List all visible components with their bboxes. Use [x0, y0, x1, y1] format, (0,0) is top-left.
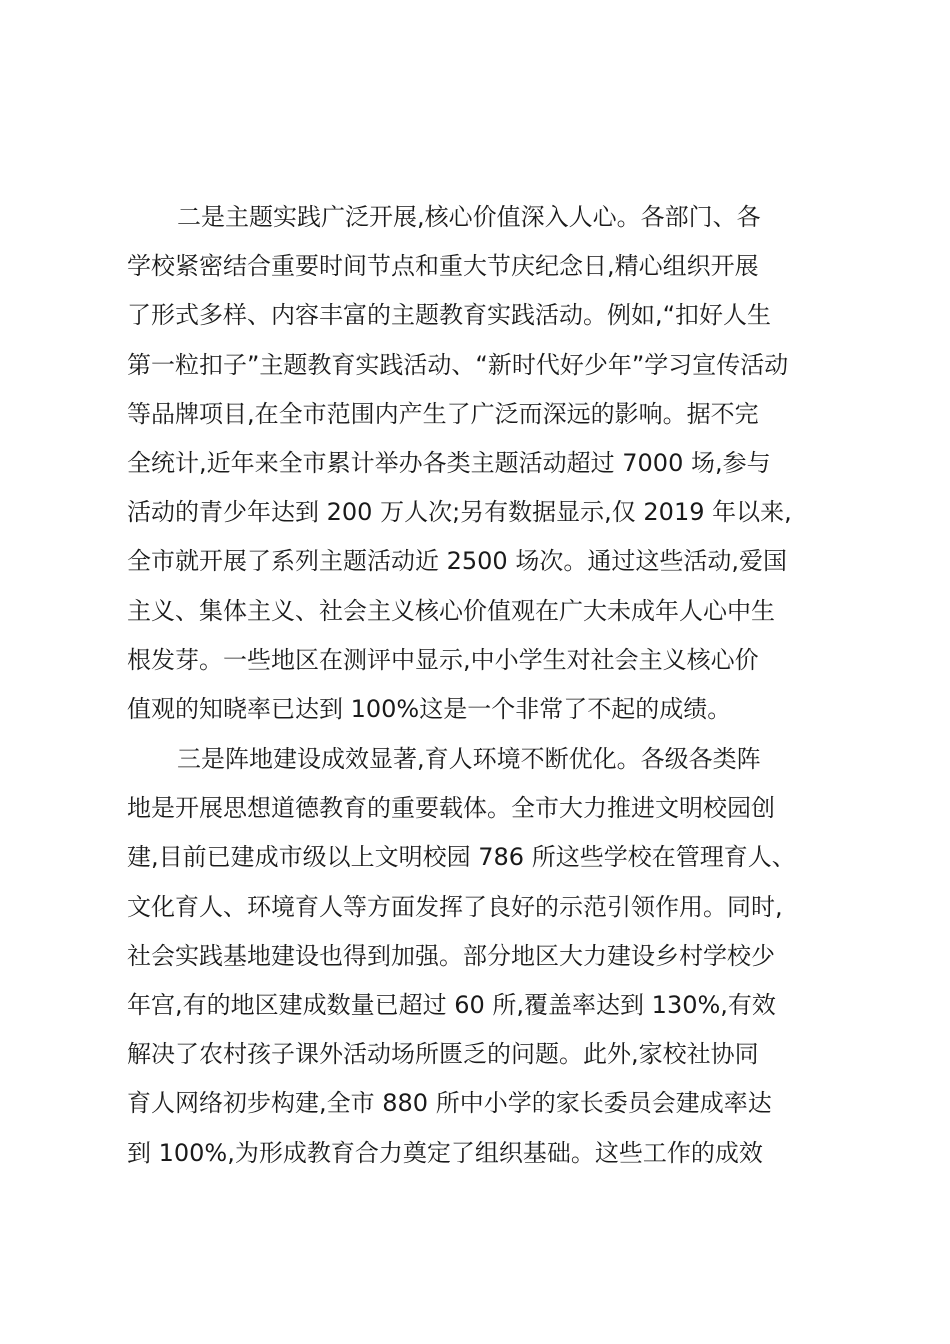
text-line: 等品牌项目,在全市范围内产生了广泛而深远的影响。据不完: [127, 399, 759, 428]
text-line: 年宫,有的地区建成数量已超过 60 所,覆盖率达到 130%,有效: [127, 991, 776, 1019]
text-line: 社会实践基地建设也得到加强。部分地区大力建设乡村学校少: [127, 941, 775, 970]
text-line: 值观的知晓率已达到 100%这是一个非常了不起的成绩。: [127, 694, 732, 723]
text-line: 全市就开展了系列主题活动近 2500 场次。通过这些活动,爱国: [127, 547, 787, 576]
paragraph-venue-construction: [127, 735, 827, 1178]
text-line: 育人网络初步构建,全市 880 所中小学的家长委员会建成率达: [127, 1089, 772, 1118]
text-line: 全统计,近年来全市累计举办各类主题活动超过 7000 场,参与: [127, 448, 771, 477]
text-line: 了形式多样、内容丰富的主题教育实践活动。例如,“扣好人生: [127, 301, 772, 330]
paragraph-theme-practice: [127, 193, 827, 734]
text-line: 到 100%,为形成教育合力奠定了组织基础。这些工作的成效: [127, 1138, 763, 1167]
text-line: 活动的青少年达到 200 万人次;另有数据显示,仅 2019 年以来,: [127, 498, 792, 527]
text-line: 三是阵地建设成效显著,育人环境不断优化。各级各类阵: [177, 745, 761, 774]
text-line: 根发芽。一些地区在测评中显示,中小学生对社会主义核心价: [127, 645, 759, 674]
text-line: 解决了农村孩子课外活动场所匮乏的问题。此外,家校社协同: [127, 1040, 759, 1069]
text-line: 二是主题实践广泛开展,核心价值深入人心。各部门、各: [177, 203, 761, 231]
text-line: 学校紧密结合重要时间节点和重大节庆纪念日,精心组织开展: [127, 252, 759, 281]
text-line: 第一粒扣子”主题教育实践活动、“新时代好少年”学习宣传活动: [127, 350, 789, 379]
body-text: [127, 193, 827, 1178]
text-line: 建,目前已建成市级以上文明校园 786 所这些学校在管理育人、: [127, 843, 796, 872]
text-line: 主义、集体主义、社会主义核心价值观在广大未成年人心中生: [127, 596, 775, 625]
text-line: 文化育人、环境育人等方面发挥了良好的示范引领作用。同时,: [127, 892, 783, 921]
text-line: 地是开展思想道德教育的重要载体。全市大力推进文明校园创: [127, 794, 775, 823]
